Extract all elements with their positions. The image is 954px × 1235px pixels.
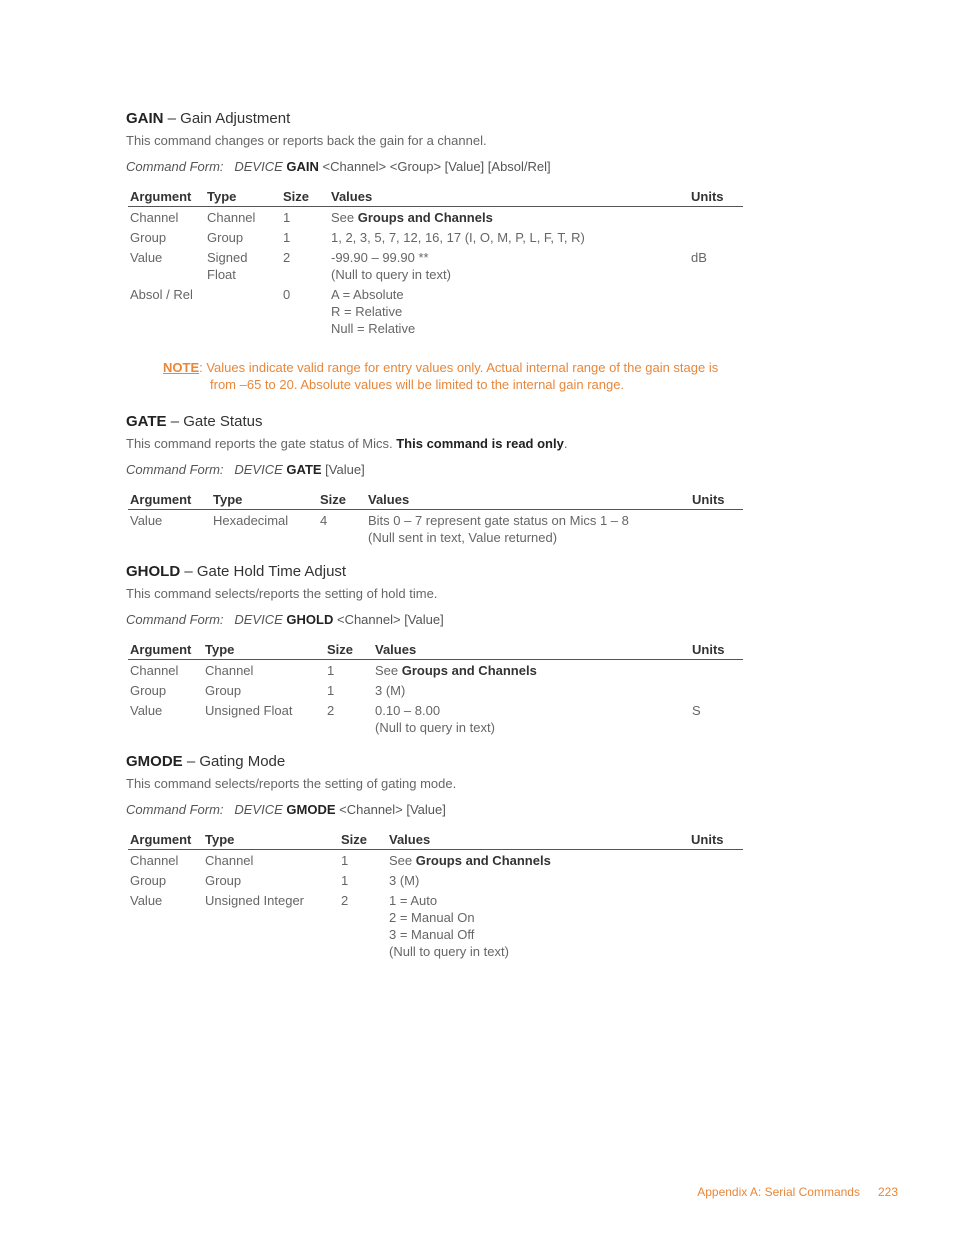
groups-and-channels-link[interactable]: Groups and Channels (401, 663, 537, 678)
table-row: Channel Channel 1 See Groups and Channels (130, 210, 493, 225)
ghold-heading: GHOLD – Gate Hold Time Adjust (126, 563, 347, 580)
table-header-row: Argument Type Size Values Units (128, 832, 743, 850)
table-header-row: Argument Type Size Values Units (128, 642, 743, 660)
gmode-description: This command selects/reports the setting of gating mode. (126, 776, 457, 791)
gain-description: This command changes or reports back the gain for a channel. (126, 133, 487, 148)
gate-section (126, 413, 746, 547)
ghold-section (126, 563, 746, 737)
gate-table (128, 492, 743, 547)
gain-note: NOTE: Values indicate valid range for entry values only. Actual internal range of the gain stage is from –65 to 20. Absolute values will be limited to the internal gain range. (163, 360, 719, 392)
table-row: Value Unsigned Integer 2 1 = Auto 2 = Manual On 3 = Manual Off (Null to query in text) (130, 893, 509, 959)
gmode-section (126, 753, 746, 961)
gmode-command-form: Command Form: DEVICE GMODE <Channel> [Value] (126, 802, 446, 817)
table-row: Channel Channel 1 See Groups and Channels (130, 663, 537, 678)
table-row: Channel Channel 1 See Groups and Channels (130, 853, 551, 868)
table-row: Group Group 1 3 (M) (130, 683, 406, 698)
page-footer (697, 1185, 898, 1199)
groups-and-channels-link[interactable]: Groups and Channels (415, 853, 551, 868)
groups-and-channels-link[interactable]: Groups and Channels (357, 210, 493, 225)
table-row: Value Unsigned Float 2 0.10 – 8.00 (Null to query in text) S (130, 703, 701, 735)
gain-command-form: Command Form: DEVICE GAIN <Channel> <Group> [Value] [Absol/Rel] (126, 159, 551, 174)
table-row: Group Group 1 3 (M) (130, 873, 420, 888)
table-row: Group Group 1 1, 2, 3, 5, 7, 12, 16, 17 (I, O, M, P, L, F, T, R) (130, 230, 585, 245)
ghold-table (128, 642, 743, 737)
table-row: Value Hexadecimal 4 Bits 0 – 7 represent gate status on Mics 1 – 8 (Null sent in text, Value returned) (130, 513, 629, 545)
gate-heading: GATE – Gate Status (126, 413, 263, 430)
table-row: Value Signed Float 2 -99.90 – 99.90 ** (Null to query in text) dB (130, 250, 707, 282)
gain-section (126, 110, 746, 338)
gate-description: This command reports the gate status of Mics. This command is read only. (126, 436, 568, 451)
table-header-row: Argument Type Size Values Units (128, 189, 743, 207)
gmode-table (128, 832, 743, 961)
gain-heading: GAIN – Gain Adjustment (126, 110, 291, 127)
table-header-row: Argument Type Size Values Units (128, 492, 743, 510)
footer-section-title: Appendix A: Serial Commands (697, 1185, 860, 1199)
note-label: NOTE (163, 360, 200, 375)
table-row: Absol / Rel 0 A = Absolute R = Relative Null = Relative (130, 287, 416, 336)
ghold-description: This command selects/reports the setting of hold time. (126, 586, 438, 601)
page-number: 223 (877, 1185, 898, 1199)
gain-table (128, 189, 743, 338)
gate-command-form: Command Form: DEVICE GATE [Value] (126, 462, 365, 477)
gmode-heading: GMODE – Gating Mode (126, 753, 286, 770)
ghold-command-form: Command Form: DEVICE GHOLD <Channel> [Value] (126, 612, 444, 627)
